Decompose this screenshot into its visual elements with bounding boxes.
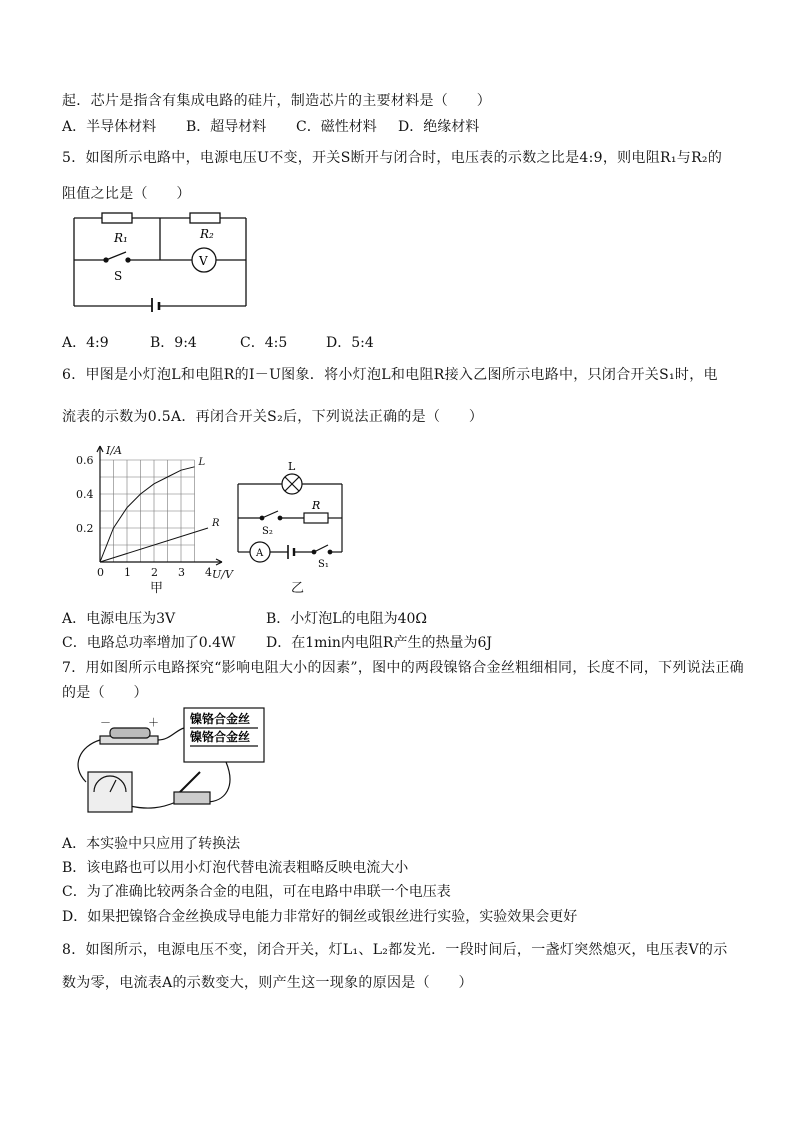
q5-option-b: B．9:4 [150,335,197,351]
q8-stem-line1: 8．如图所示，电源电压不变，闭合开关，灯L₁、L₂都发光．一段时间后，一盏灯突然熄灭，电压表V的示 [62,942,728,958]
y-axis-title: I/A [106,444,122,457]
resistor-label: R [312,499,321,512]
x-tick-label: 1 [124,566,131,579]
series-l-line [100,467,195,562]
q6-option-a: A．电源电压为3V [62,611,176,627]
alloy-label-1: 镍铬合金丝 [190,712,251,726]
graph-caption-jia: 甲 [150,581,164,596]
s1-label: S₁ [318,559,329,570]
q7-stem-line2: 的是（ ） [62,685,148,701]
battery-positive-sign: ＋ [148,716,159,729]
q6-option-d: D．在1min内电阻R产生的热量为6J [266,635,492,651]
series-r-label: R [212,518,220,529]
q4-option-d: D．绝缘材料 [398,119,480,135]
q6-circuit-diagram [232,458,352,570]
q5-option-d: D．5:4 [326,335,374,351]
s2-label: S₂ [262,526,273,537]
q5-stem-line2: 阻值之比是（ ） [62,186,191,202]
x-tick-label: 2 [151,566,158,579]
y-tick-label: 0.6 [76,454,94,467]
switch-s-label: S [114,269,123,283]
q7-option-b: B．该电路也可以用小灯泡代替电流表粗略反映电流大小 [62,860,409,876]
alloy-label-2: 镍铬合金丝 [190,730,251,744]
q8-stem-line2: 数为零，电流表A的示数变大，则产生这一现象的原因是（ ） [62,975,473,991]
q7-option-d: D．如果把镍铬合金丝换成导电能力非常好的铜丝或银丝进行实验，实验效果会更好 [62,909,578,925]
q4-option-a: A．半导体材料 [62,119,157,135]
q4-stem: 起．芯片是指含有集成电路的硅片，制造芯片的主要材料是（ ） [62,93,491,109]
series-l-label: L [198,456,206,468]
q6-stem-line2: 流表的示数为0.5A．再闭合开关S₂后，下列说法正确的是（ ） [62,409,484,425]
q6-stem-line1: 6．甲图是小灯泡L和电阻R的I－U图象．将小灯泡L和电阻R接入乙图所示电路中，只闭合开关S₁时，电 [62,367,718,383]
y-tick-label: 0.2 [76,522,94,535]
ammeter-label: A [256,548,264,559]
knife-switch-base [174,792,210,804]
lamp-label: L [288,460,296,473]
r1-resistor [102,213,132,223]
q5-option-c: C．4:5 [240,335,288,351]
r1-label: R₁ [114,231,128,245]
q6-option-c: C．电路总功率增加了0.4W [62,635,236,651]
q5-stem-line1: 5．如图所示电路中，电源电压U不变，开关S断开与闭合时，电压表的示数之比是4:9，则电阻R₁与R₂的 [62,150,723,166]
resistor-r [304,513,328,523]
q7-option-c: C．为了准确比较两条合金的电阻，可在电路中串联一个电压表 [62,884,451,900]
circuit-caption-yi: 乙 [291,581,305,596]
q4-option-b: B．超导材料 [186,119,267,135]
q7-stem-line1: 7．用如图所示电路探究“影响电阻大小的因素”，图中的两段镍铬合金丝粗细相同，长度不同，下列说法正确 [62,660,744,676]
q4-option-c: C．磁性材料 [296,119,377,135]
x-tick-label: 0 [97,566,104,579]
r2-resistor [190,213,220,223]
y-tick-label: 0.4 [76,488,94,501]
q5-option-a: A．4:9 [62,335,109,351]
x-tick-label: 4 [205,566,212,579]
battery-cell [110,728,150,738]
x-axis-title: U/V [212,568,233,581]
q6-option-b: B．小灯泡L的电阻为40Ω [266,611,428,627]
voltmeter-label: V [199,254,208,268]
x-tick-label: 3 [178,566,185,579]
battery-negative-sign: － [100,716,111,729]
q7-apparatus-diagram [66,706,268,816]
r2-label: R₂ [200,227,214,241]
q7-option-a: A．本实验中只应用了转换法 [62,836,241,852]
iu-graph [72,440,248,594]
q5-circuit-diagram [68,208,258,312]
